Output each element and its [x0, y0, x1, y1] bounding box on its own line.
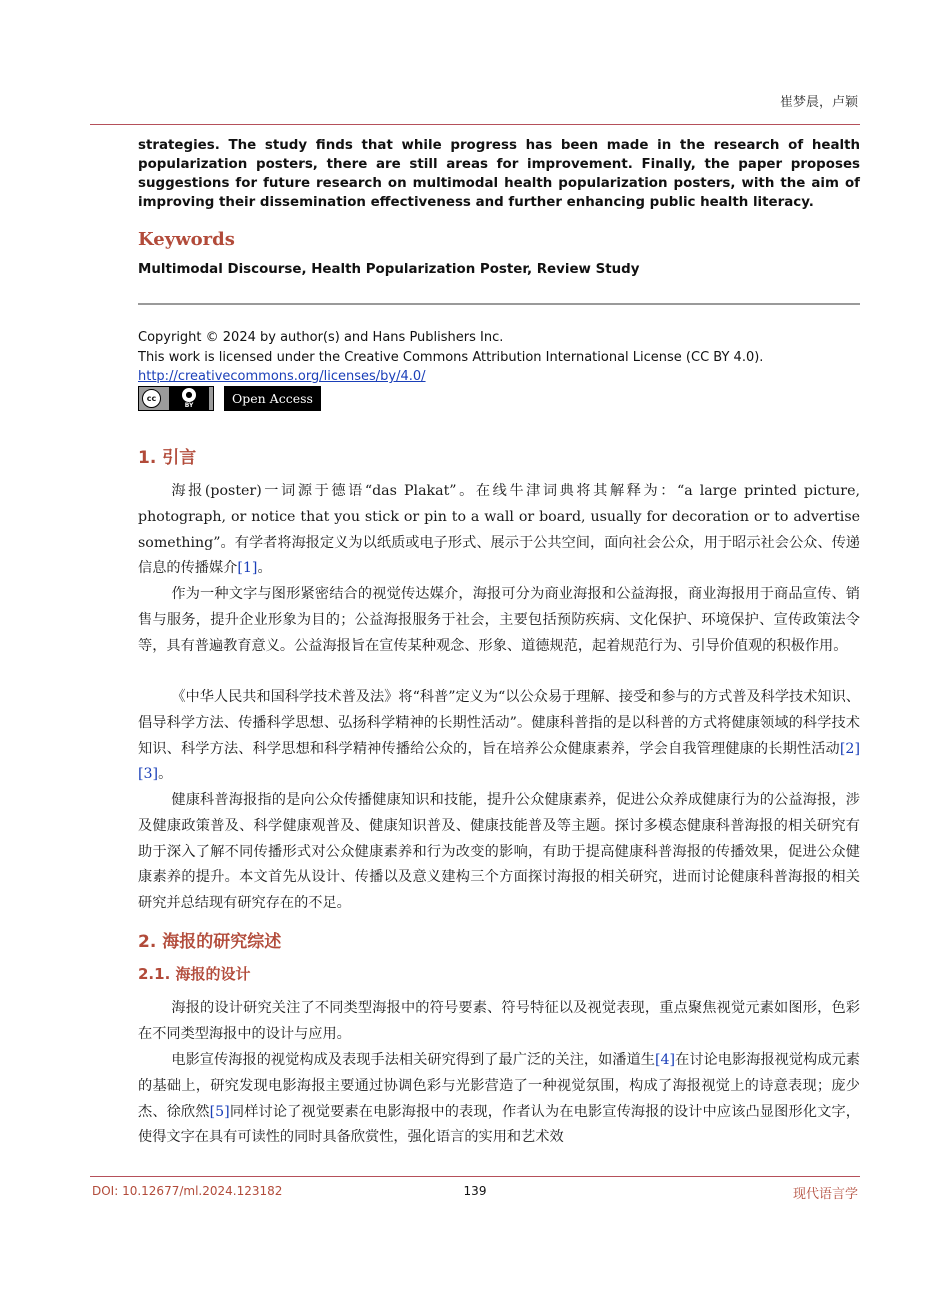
subsection-2-1-title: 2.1. 海报的设计 [138, 965, 251, 983]
paragraph-text: 海报(poster)一词源于德语“das Plakat”。在线牛津词典将其解释为：“a large printed picture, photograph, or notice that you stick or pin to a wall or board, usually for decoration or to advertise something”。有学者将海报定义为以纸质或电子形式、展示于公共空间，面向社会公众，用于昭示社会公众、传递信息的传播媒介 [138, 483, 860, 577]
section-2-title: 2. 海报的研究综述 [138, 932, 282, 952]
attribution-person-icon: ● [182, 388, 196, 402]
footer-doi[interactable]: DOI: 10.12677/ml.2024.123182 [92, 1184, 283, 1198]
keywords-list: Multimodal Discourse, Health Popularization Poster, Review Study [138, 262, 640, 277]
citation-link[interactable]: [1] [237, 560, 258, 577]
paragraph-text: 电影宣传海报的视觉构成及表现手法相关研究得到了最广泛的关注，如潘道生 [171, 1052, 655, 1068]
copyright-block [138, 328, 763, 387]
footer-divider [90, 1176, 860, 1177]
section-1-paragraph-3 [138, 685, 860, 788]
citation-link[interactable]: [4] [654, 1052, 676, 1068]
section-1-paragraph-4: 健康科普海报指的是向公众传播健康知识和技能，提升公众健康素养，促进公众养成健康行为的公益海报，涉及健康政策普及、科学健康观普及、健康知识普及、健康技能普及等主题。探讨多模态健康科普海报的相关研究有助于深入了解不同传播形式对公众健康素养和行为改变的影响，有助于提高健康科普海报的传播效果，促进公众健康素养的提升。本文首先从设计、传播以及意义建构三个方面探讨海报的相关研究，进而讨论健康科普海报的相关研究并总结现有研究存在的不足。 [138, 792, 860, 912]
cc-by-badge[interactable] [138, 386, 214, 411]
paragraph-text: 。 [158, 766, 173, 783]
paragraph-text: 《中华人民共和国科学技术普及法》将“科普”定义为“以公众易于理解、接受和参与的方式普及科学技术知识、倡导科学方法、传播科学思想、弘扬科学精神的长期性活动”。健康科普指的是以科普的方式将健康领域的科学技术知识、科学方法、科学思想和科学精神传播给公众的，旨在培养公众健康素养，学会自我管理健康的长期性活动 [138, 689, 860, 757]
section-1-title: 1. 引言 [138, 448, 197, 468]
keywords-divider [138, 303, 860, 305]
by-block [169, 387, 209, 410]
section-1-paragraph-2: 作为一种文字与图形紧密结合的视觉传达媒介，海报可分为商业海报和公益海报，商业海报用于商品宣传、销售与服务，提升企业形象为目的；公益海报服务于社会，主要包括预防疾病、文化保护、环境保护、宣传政策法令等，具有普遍教育意义。公益海报旨在宣传某种观念、形象、道德规范，起着规范行为、引导价值观的积极作用。 [138, 586, 860, 654]
by-label: BY [184, 401, 194, 409]
keywords-heading: Keywords [138, 229, 235, 250]
section-2-1-paragraph-2 [138, 1048, 860, 1151]
paragraph-text: 在讨论电影海报视觉构成元素的基础上，研究发现电影海报主要通过协调色彩与光影营造了一种视觉氛围，构成了海报视觉上的诗意表现；庞少杰、徐欣然 [138, 1052, 860, 1120]
license-link[interactable]: http://creativecommons.org/licenses/by/4.0/ [138, 369, 426, 384]
abstract-english-tail: strategies. The study finds that while progress has been made in the research of health popularization posters, there are still areas for improvement. Finally, the paper proposes suggestions for future research on multimodal health popularization posters, with the aim of improving their dissemination effectiveness and further enhancing public health literacy. [138, 138, 860, 210]
paragraph-text: 同样讨论了视觉要素在电影海报中的表现，作者认为在电影宣传海报的设计中应该凸显图形化文字，使得文字在具有可读性的同时具备欣赏性，强化语言的实用和艺术效 [138, 1103, 860, 1146]
copyright-line: Copyright © 2024 by author(s) and Hans Publishers Inc. [138, 330, 504, 345]
paragraph-text: 。 [257, 560, 272, 577]
section-1-paragraph-1 [138, 479, 860, 582]
journal-name: 现代语言学 [792, 1187, 858, 1202]
license-line: This work is licensed under the Creative Commons Attribution International License (CC BY 4.0). [138, 349, 764, 365]
header-divider [90, 124, 860, 125]
page-number: 139 [463, 1184, 487, 1198]
license-badges [138, 386, 321, 411]
citation-link[interactable]: [2] [3] [138, 740, 860, 783]
citation-link[interactable]: [5] [209, 1103, 230, 1120]
running-header-authors: 崔梦晨，卢颖 [779, 95, 858, 110]
section-2-1-paragraph-1: 海报的设计研究关注了不同类型海报中的符号要素、符号特征以及视觉表现，重点聚焦视觉元素如图形，色彩在不同类型海报中的设计与应用。 [138, 1000, 860, 1042]
cc-icon: cc [142, 389, 161, 408]
open-access-badge[interactable]: Open Access [224, 386, 321, 411]
